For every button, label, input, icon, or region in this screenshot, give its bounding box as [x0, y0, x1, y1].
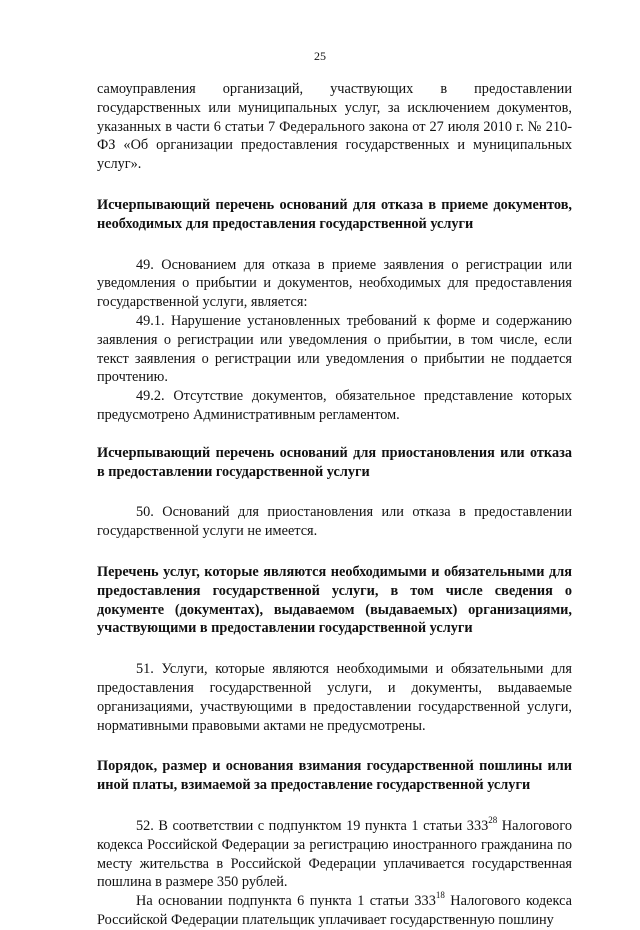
- heading-suspension-refusal: Исчерпывающий перечень оснований для приостановления или отказа в предоставлении государственной услуги: [97, 444, 572, 480]
- heading-refusal-acceptance: Исчерпывающий перечень оснований для отказа в приеме документов, необходимых для предоставления государственной услуги: [97, 196, 572, 232]
- paragraph-52: [97, 817, 572, 892]
- superscript-18: 18: [435, 890, 445, 901]
- paragraph-53-text-a: На основании подпункта 6 пункта 1 статьи 333: [136, 893, 436, 910]
- paragraph-continuation: самоуправления организаций, участвующих в предоставлении государственных или муниципальных услуг, за исключением документов, указанных в части 6 статьи 7 Федерального закона от 27 июля 2010 г. № 210-ФЗ «Об организации предоставления государственных и муниципальных услуг».: [97, 81, 572, 173]
- paragraph-52-text-b: Налогового кодекса Российской Федерации за регистрацию иностранного гражданина по месту жительства в Российской Федерации уплачивается государственная пошлина в размере 350 рублей.: [97, 817, 572, 891]
- page-number: 25: [314, 49, 326, 63]
- paragraph-53: [97, 892, 572, 930]
- superscript-28: 28: [488, 815, 498, 826]
- heading-required-services: Перечень услуг, которые являются необходимыми и обязательными для предоставления государственной услуги, в том числе сведения о документе (документах), выдаваемом (выдаваемых) организациями, участвующими в предоставлении государственной услуги: [97, 563, 572, 637]
- paragraph-52-text-a: 52. В соответствии с подпунктом 19 пункта 1 статьи 333: [136, 817, 489, 834]
- paragraph-53-text-b: Налогового кодекса Российской Федерации плательщик уплачивает государственную пошлину: [97, 893, 572, 928]
- paragraph-49-2: 49.2. Отсутствие документов, обязательное представление которых предусмотрено Административным регламентом.: [97, 388, 572, 423]
- heading-state-fee: Порядок, размер и основания взимания государственной пошлины или иной платы, взимаемой за предоставление государственной услуги: [97, 758, 572, 794]
- paragraph-51: 51. Услуги, которые являются необходимыми и обязательными для предоставления государственной услуги, и документы, выдаваемые организациями, участвующими в предоставлении государственной услуги, нормативными правовыми актами не предусмотрены.: [97, 661, 572, 734]
- page-content: [97, 80, 572, 930]
- paragraph-50: 50. Оснований для приостановления или отказа в предоставлении государственной услуги не имеется.: [97, 504, 572, 540]
- paragraph-49: 49. Основанием для отказа в приеме заявления о регистрации или уведомления о прибытии и документов, необходимых для предоставления государственной услуги, является:: [97, 256, 572, 311]
- paragraph-49-1: 49.1. Нарушение установленных требований к форме и содержанию заявления о регистрации или уведомления о прибытии, в том числе, если текст заявления о регистрации или уведомления о прибытии не поддается прочтению.: [97, 312, 572, 386]
